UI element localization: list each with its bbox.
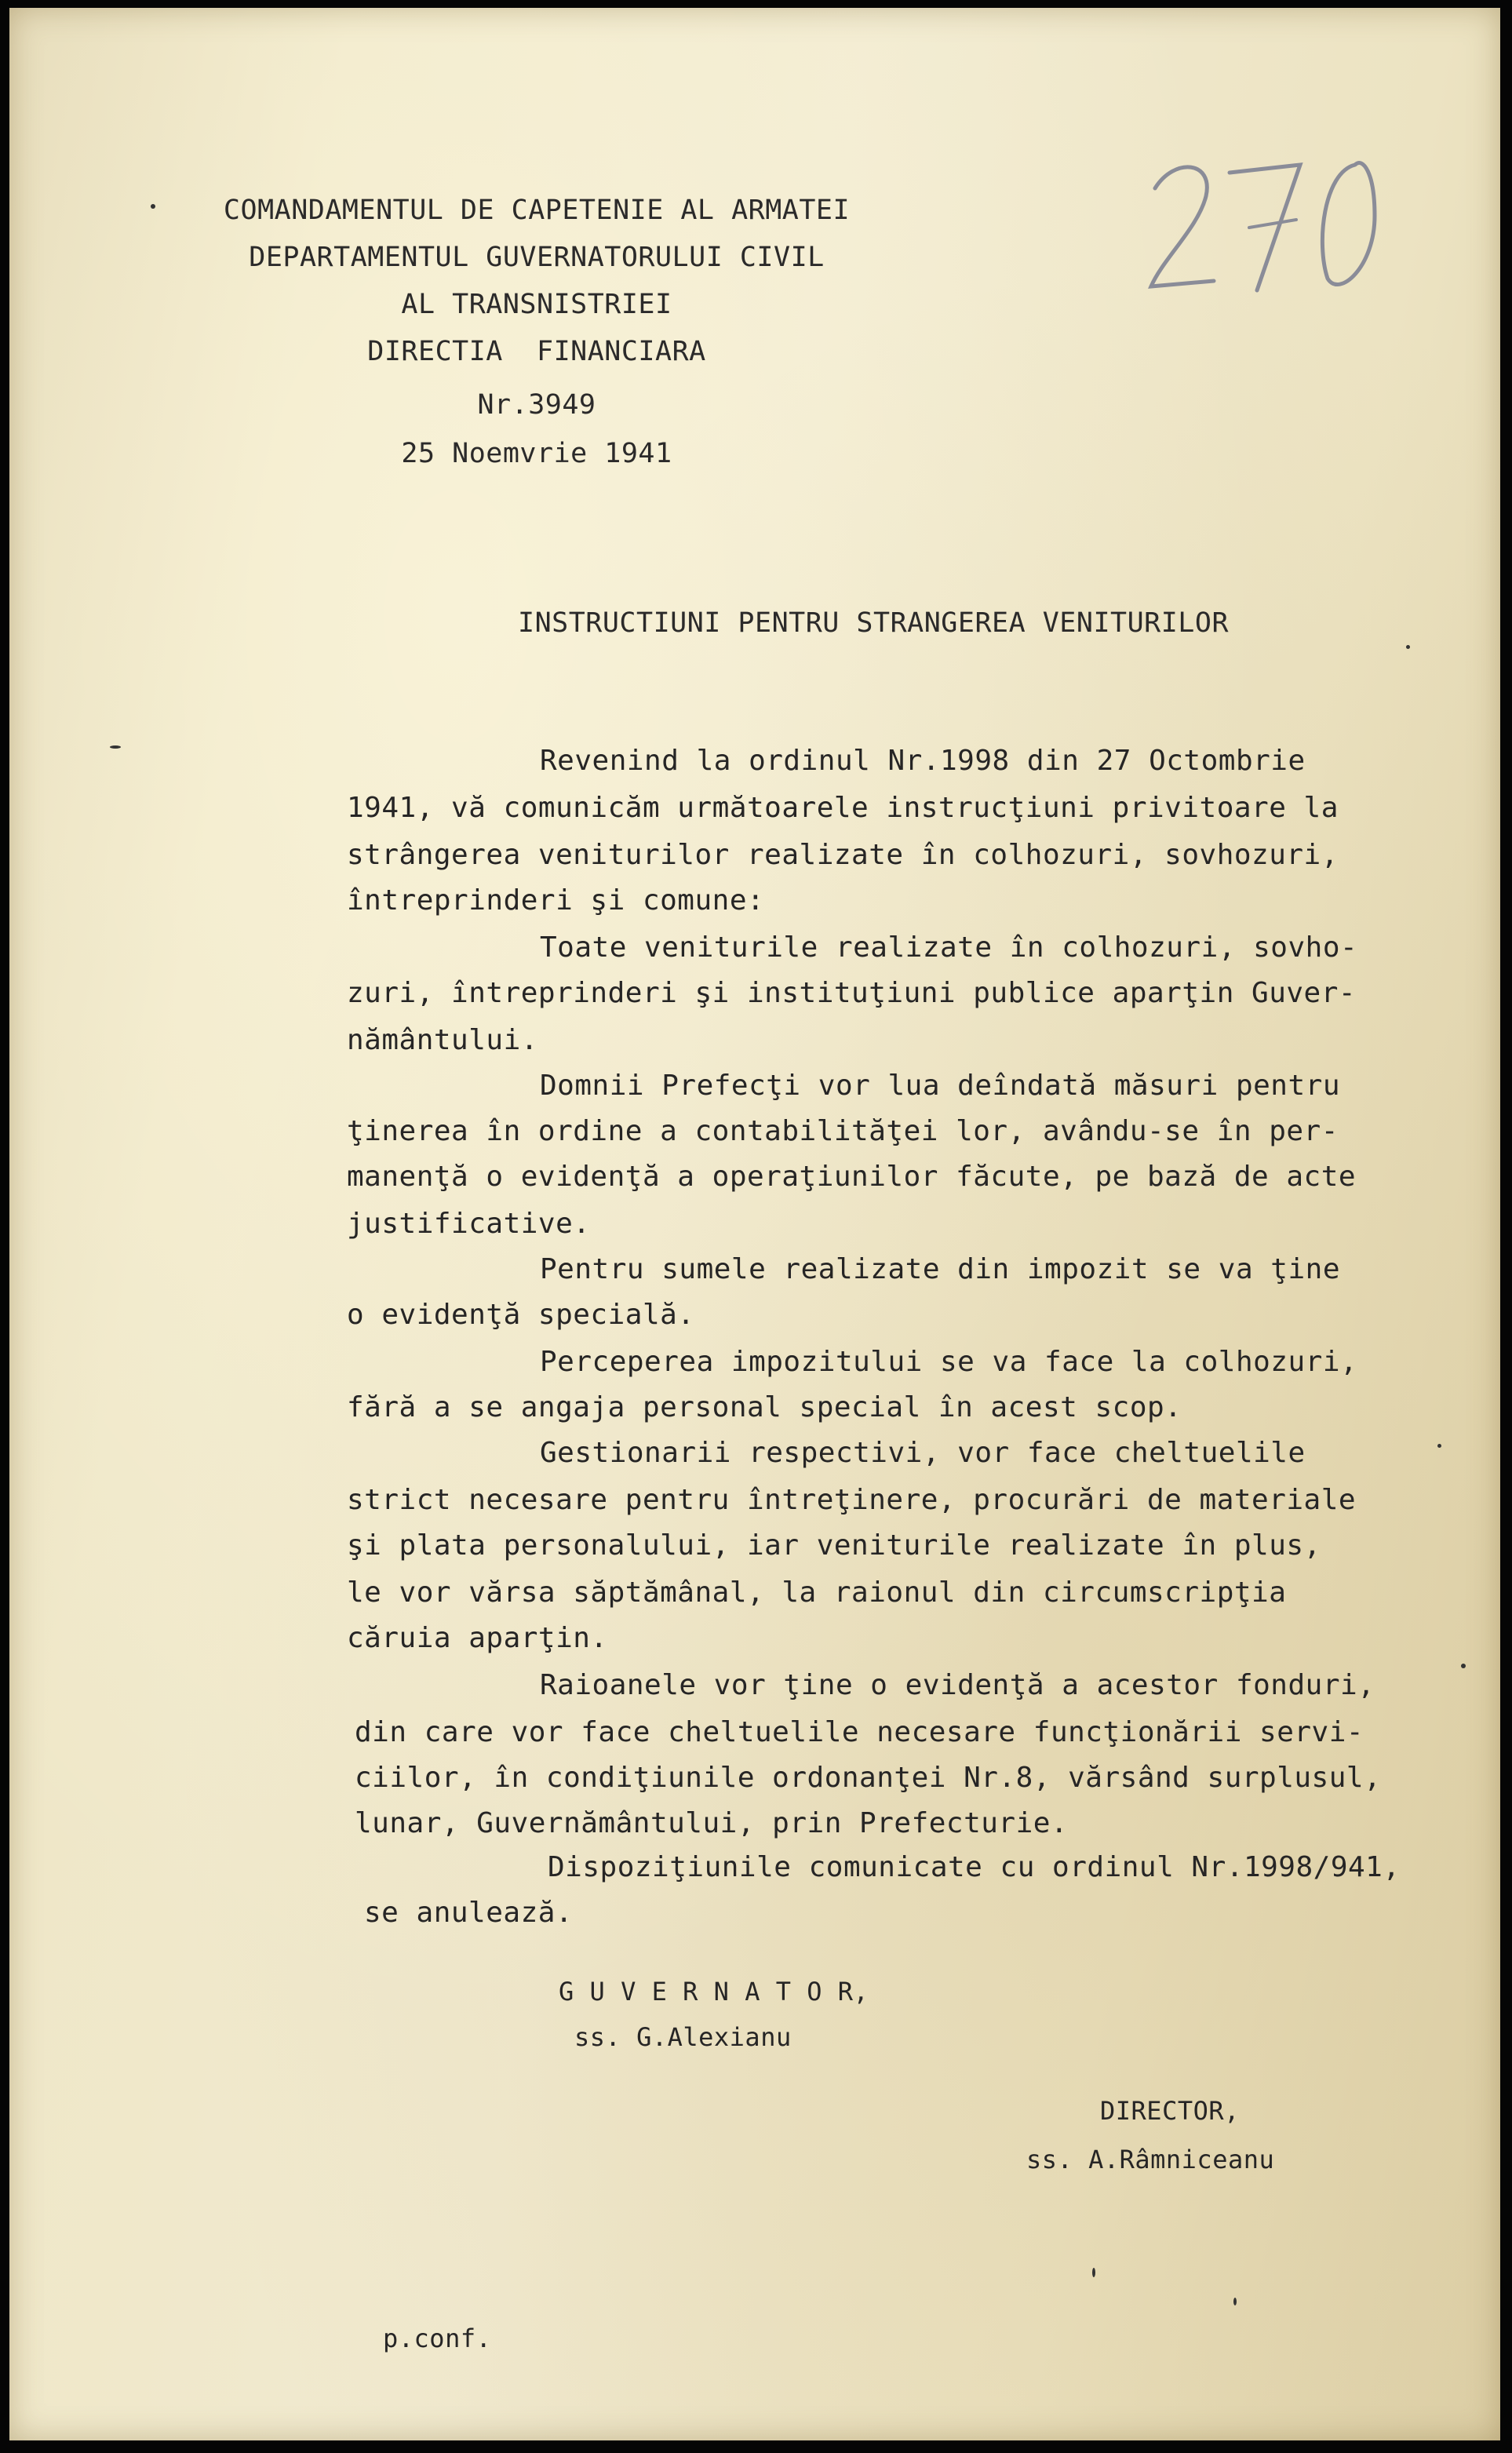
- ink-speck: [151, 204, 155, 209]
- body-line: ţinerea în ordine a contabilităţei lor, avându-se în per-: [347, 1115, 1339, 1147]
- ink-speck: [1233, 2298, 1237, 2305]
- letterhead-line: DEPARTAMENTUL GUVERNATORULUI CIVIL: [249, 242, 825, 273]
- body-line: întreprinderi şi comune:: [347, 884, 765, 917]
- letterhead-line: AL TRANSNISTRIEI: [401, 289, 672, 320]
- body-line: Pentru sumele realizate din impozit se va ţine: [540, 1253, 1340, 1285]
- ink-speck: [1406, 645, 1410, 649]
- ink-speck: [1461, 1664, 1466, 1668]
- body-line: Raioanele vor ţine o evidenţă a acestor fonduri,: [540, 1669, 1375, 1701]
- governor-signature: ss. G.Alexianu: [574, 2022, 792, 2052]
- letterhead-line: DIRECTIA FINANCIARA: [367, 336, 706, 367]
- footer-note: p.conf.: [383, 2324, 492, 2353]
- body-line: fără a se angaja personal special în acest scop.: [347, 1391, 1182, 1423]
- body-line: ciilor, în condiţiunile ordonanţei Nr.8, vărsând surplusul,: [355, 1762, 1382, 1794]
- body-line: justificative.: [347, 1208, 591, 1240]
- body-line: 1941, vă comunicăm următoarele instrucţiuni privitoare la: [347, 792, 1339, 824]
- ink-speck: [110, 745, 121, 749]
- body-line: nământului.: [347, 1024, 538, 1056]
- director-signature: ss. A.Râmniceanu: [1026, 2145, 1275, 2174]
- body-line: Dispoziţiunile comunicate cu ordinul Nr.1998/941,: [548, 1851, 1401, 1883]
- document-number: Nr.3949: [477, 389, 596, 421]
- body-line: strângerea veniturilor realizate în colhozuri, sovhozuri,: [347, 839, 1339, 871]
- document-date: 25 Noemvrie 1941: [401, 438, 672, 469]
- director-title: DIRECTOR,: [1100, 2096, 1240, 2126]
- governor-title: G U V E R N A T O R,: [559, 1977, 869, 2007]
- body-line: o evidenţă specială.: [347, 1299, 695, 1331]
- document-title: INSTRUCTIUNI PENTRU STRANGEREA VENITURILOR: [518, 607, 1230, 639]
- body-line: Perceperea impozitului se va face la colhozuri,: [540, 1346, 1358, 1378]
- ink-speck: [1437, 1444, 1441, 1448]
- letterhead-line: COMANDAMENTUL DE CAPETENIE AL ARMATEI: [223, 195, 851, 226]
- body-line: şi plata personalului, iar veniturile realizate în plus,: [347, 1529, 1321, 1562]
- body-line: din care vor face cheltuelile necesare funcţionării servi-: [355, 1716, 1364, 1748]
- body-line: lunar, Guvernământului, prin Prefecturie.: [355, 1807, 1069, 1839]
- body-line: le vor vărsa săptămânal, la raionul din circumscripţia: [347, 1576, 1287, 1609]
- body-line: se anulează.: [364, 1897, 574, 1929]
- body-line: zuri, întreprinderi şi instituţiuni publice aparţin Guver-: [347, 977, 1357, 1009]
- body-line: Gestionarii respectivi, vor face cheltuelile: [540, 1437, 1306, 1469]
- handwritten-number: [1139, 141, 1398, 298]
- paper-sheet: [9, 8, 1500, 2440]
- ink-speck: [1092, 2268, 1095, 2277]
- body-line: manenţă o evidenţă a operaţiunilor făcute, pe bază de acte: [347, 1161, 1357, 1193]
- body-line: căruia aparţin.: [347, 1622, 608, 1654]
- body-line: Revenind la ordinul Nr.1998 din 27 Octombrie: [540, 745, 1306, 777]
- body-line: strict necesare pentru întreţinere, procurări de materiale: [347, 1484, 1357, 1516]
- body-line: Domnii Prefecţi vor lua deîndată măsuri pentru: [540, 1070, 1340, 1102]
- body-line: Toate veniturile realizate în colhozuri, sovho-: [540, 931, 1358, 964]
